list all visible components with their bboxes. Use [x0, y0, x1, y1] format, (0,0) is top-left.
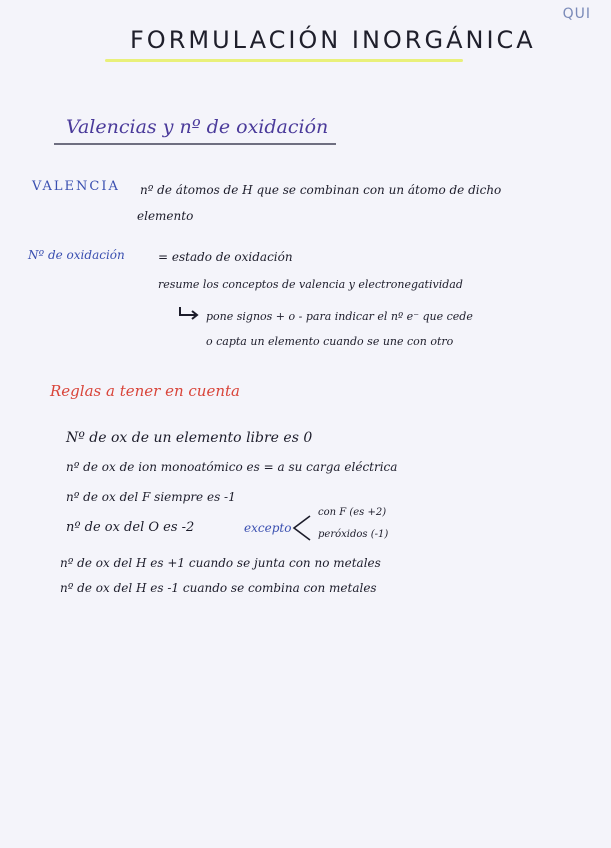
regla-item: nº de ox de ion monoatómico es = a su carga eléctrica [66, 460, 398, 474]
arrow-icon [178, 306, 200, 320]
regla-item: nº de ox del H es +1 cuando se junta con no metales [60, 556, 381, 570]
reglas-heading: Reglas a tener en cuenta [50, 382, 240, 400]
corner-label: QUI [562, 6, 591, 22]
regla-item: nº de ox del H es -1 cuando se combina con metales [60, 581, 377, 595]
exception-item: peróxidos (-1) [318, 529, 389, 540]
term-numero-oxidacion: Nº de oxidación [28, 248, 125, 262]
regla-item: nº de ox del O es -2 [66, 520, 195, 535]
valencia-definition-line2: elemento [137, 209, 194, 223]
oxidacion-line1: = estado de oxidación [158, 250, 293, 264]
oxidacion-line3: pone signos + o - para indicar el nº e⁻ que cede [206, 310, 473, 323]
valencia-definition-line1: nº de átomos de H que se combinan con un átomo de dicho [140, 183, 502, 197]
heading-underline [54, 143, 336, 145]
term-valencia: VALENCIA [32, 179, 120, 194]
oxidacion-line2: resume los conceptos de valencia y electronegatividad [158, 278, 463, 291]
regla-item: Nº de ox de un elemento libre es 0 [66, 430, 313, 446]
title-highlight [105, 59, 463, 62]
page-title: FORMULACIÓN INORGÁNICA [130, 26, 536, 54]
exception-item: con F (es +2) [318, 507, 387, 518]
oxidacion-line4: o capta un elemento cuando se une con otro [206, 335, 454, 348]
section-heading-valencias: Valencias y nº de oxidación [66, 116, 329, 138]
regla-item: nº de ox del F siempre es -1 [66, 490, 236, 504]
brace-icon [290, 514, 314, 542]
exception-label: excepto [244, 521, 292, 535]
